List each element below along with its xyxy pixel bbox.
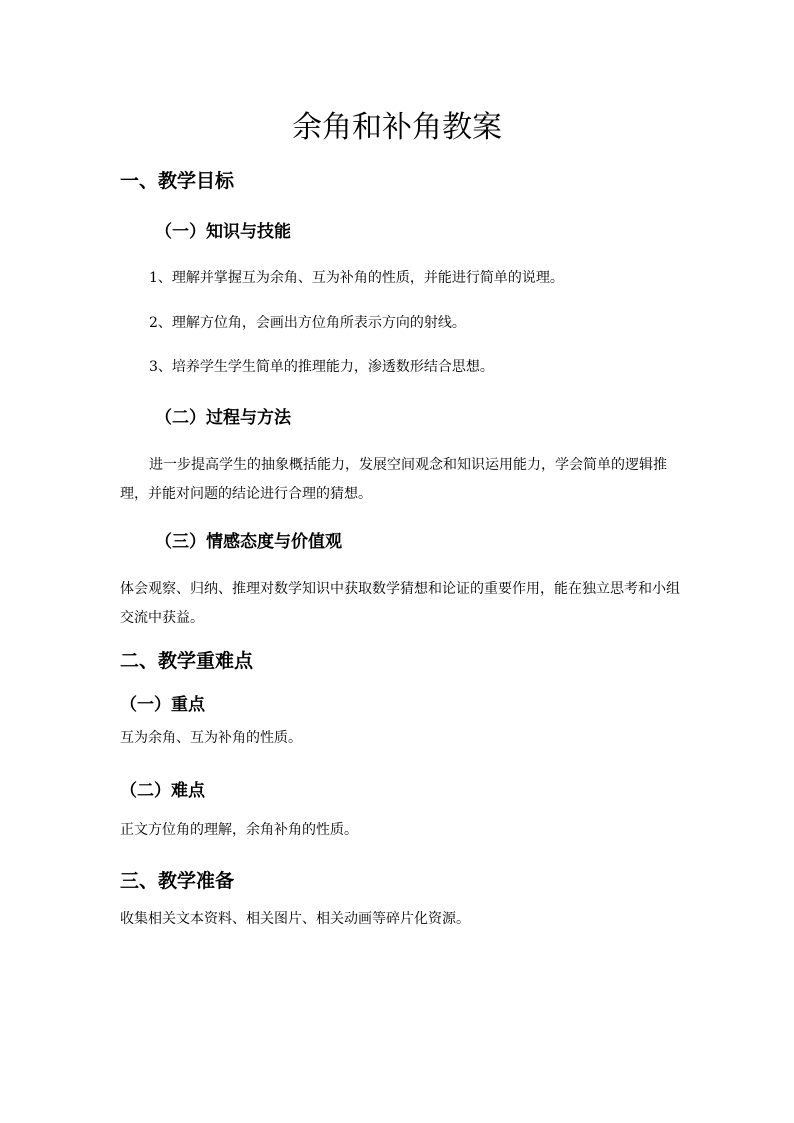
section-heading-teaching-preparation: 三、教学准备 bbox=[120, 870, 235, 892]
paragraph-attitude-values: 体会观察、归纳、推理对数学知识中获取数学猜想和论证的重要作用，能在独立思考和小组交流中获益。 bbox=[120, 581, 680, 626]
subsection-heading-attitude-values: （三）情感态度与价值观 bbox=[155, 532, 342, 552]
section-heading-key-difficult-points: 二、教学重难点 bbox=[120, 650, 254, 672]
subsection-heading-knowledge-skills: （一）知识与技能 bbox=[155, 222, 291, 242]
list-item: 3、培养学生学生简单的推理能力，渗透数形结合思想。 bbox=[149, 359, 494, 375]
paragraph-process-methods: 进一步提高学生的抽象概括能力，发展空间观念和知识运用能力，学会简单的逻辑推理，并能对问题的结论进行合理的猜想。 bbox=[120, 457, 667, 502]
paragraph-difficult-points: 正文方位角的理解，余角补角的性质。 bbox=[120, 822, 358, 838]
document-title: 余角和补角教案 bbox=[292, 110, 502, 145]
list-item: 1、理解并掌握互为余角、互为补角的性质，并能进行简单的说理。 bbox=[149, 270, 564, 286]
paragraph-teaching-preparation: 收集相关文本资料、相关图片、相关动画等碎片化资源。 bbox=[120, 911, 470, 927]
list-item: 2、理解方位角，会画出方位角所表示方向的射线。 bbox=[149, 315, 466, 331]
subsection-heading-process-methods: （二）过程与方法 bbox=[155, 408, 291, 428]
subsection-heading-key-points: （一）重点 bbox=[120, 695, 205, 715]
subsection-heading-difficult-points: （二）难点 bbox=[120, 781, 205, 801]
section-heading-teaching-goals: 一、教学目标 bbox=[120, 170, 235, 192]
paragraph-key-points: 互为余角、互为补角的性质。 bbox=[120, 730, 302, 746]
